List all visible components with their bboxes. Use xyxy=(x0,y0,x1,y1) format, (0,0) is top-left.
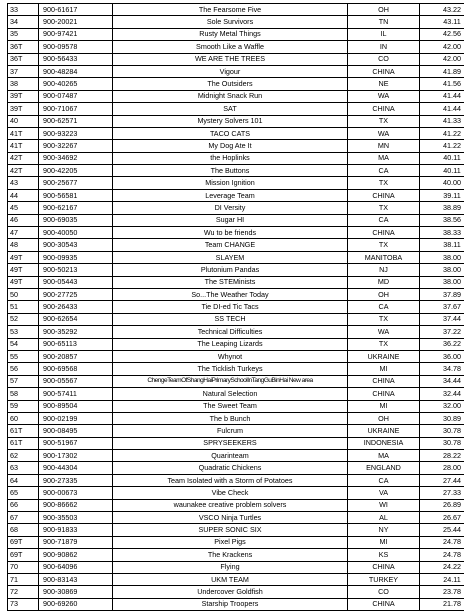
team-id-cell: 900-89504 xyxy=(39,400,113,412)
team-name-cell: So...The Weather Today xyxy=(113,288,348,300)
score-cell: 41.89 xyxy=(420,65,464,77)
table-row xyxy=(8,524,464,536)
team-name-cell: Midnight Snack Run xyxy=(113,90,348,102)
team-id-cell: 900-90862 xyxy=(39,549,113,561)
rank-cell: 64 xyxy=(8,474,39,486)
state-cell: MI xyxy=(348,536,420,548)
team-name-cell: Team CHANGE xyxy=(113,239,348,251)
rank-cell: 72 xyxy=(8,586,39,598)
table-row xyxy=(8,65,464,77)
state-cell: OH xyxy=(348,4,420,16)
score-cell: 43.11 xyxy=(420,16,464,28)
team-name-cell: The Outsiders xyxy=(113,78,348,90)
score-cell: 25.44 xyxy=(420,524,464,536)
table-row xyxy=(8,152,464,164)
score-cell: 38.33 xyxy=(420,227,464,239)
team-id-cell: 900-71067 xyxy=(39,103,113,115)
rank-cell: 58 xyxy=(8,388,39,400)
team-name-cell: TACO CATS xyxy=(113,127,348,139)
table-row xyxy=(8,115,464,127)
score-cell: 32.00 xyxy=(420,400,464,412)
state-cell: MA xyxy=(348,450,420,462)
rank-cell: 51 xyxy=(8,301,39,313)
rank-cell: 42T xyxy=(8,165,39,177)
table-row xyxy=(8,338,464,350)
state-cell: IL xyxy=(348,28,420,40)
table-row xyxy=(8,239,464,251)
team-id-cell: 900-17302 xyxy=(39,450,113,462)
team-name-cell: Tie DI-ed Tic Tacs xyxy=(113,301,348,313)
table-row xyxy=(8,301,464,313)
score-cell: 27.33 xyxy=(420,487,464,499)
state-cell: CHINA xyxy=(348,227,420,239)
state-cell: WI xyxy=(348,499,420,511)
table-row xyxy=(8,288,464,300)
state-cell: MD xyxy=(348,276,420,288)
team-name-cell: Technical Difficulties xyxy=(113,326,348,338)
rank-cell: 70 xyxy=(8,561,39,573)
team-id-cell: 900-32267 xyxy=(39,140,113,152)
team-name-cell: Natural Selection xyxy=(113,388,348,400)
table-row xyxy=(8,375,464,387)
team-name-cell: WE ARE THE TREES xyxy=(113,53,348,65)
state-cell: TX xyxy=(348,202,420,214)
state-cell: CA xyxy=(348,165,420,177)
score-cell: 30.78 xyxy=(420,425,464,437)
score-cell: 34.44 xyxy=(420,375,464,387)
table-row xyxy=(8,202,464,214)
table-row xyxy=(8,499,464,511)
team-id-cell: 900-27335 xyxy=(39,474,113,486)
rank-cell: 42T xyxy=(8,152,39,164)
table-row xyxy=(8,437,464,449)
rank-cell: 54 xyxy=(8,338,39,350)
team-id-cell: 900-00673 xyxy=(39,487,113,499)
state-cell: CA xyxy=(348,214,420,226)
table-row xyxy=(8,78,464,90)
rank-cell: 55 xyxy=(8,350,39,362)
rank-cell: 36T xyxy=(8,41,39,53)
state-cell: CA xyxy=(348,474,420,486)
team-name-cell: Quarinteam xyxy=(113,450,348,462)
table-row xyxy=(8,276,464,288)
state-cell: MANITOBA xyxy=(348,251,420,263)
team-id-cell: 900-35292 xyxy=(39,326,113,338)
rank-cell: 57 xyxy=(8,375,39,387)
team-name-cell: SLAYEM xyxy=(113,251,348,263)
rank-cell: 49T xyxy=(8,264,39,276)
rank-cell: 49T xyxy=(8,276,39,288)
score-cell: 36.00 xyxy=(420,350,464,362)
state-cell: IN xyxy=(348,41,420,53)
table-row xyxy=(8,41,464,53)
score-cell: 42.00 xyxy=(420,53,464,65)
score-cell: 34.78 xyxy=(420,363,464,375)
team-name-cell: Flying xyxy=(113,561,348,573)
rank-cell: 33 xyxy=(8,4,39,16)
rank-cell: 40 xyxy=(8,115,39,127)
score-cell: 40.00 xyxy=(420,177,464,189)
score-cell: 37.89 xyxy=(420,288,464,300)
rank-cell: 35 xyxy=(8,28,39,40)
team-id-cell: 900-64096 xyxy=(39,561,113,573)
table-row xyxy=(8,536,464,548)
team-id-cell: 900-02199 xyxy=(39,412,113,424)
team-name-cell: Rusty Metal Things xyxy=(113,28,348,40)
rank-cell: 46 xyxy=(8,214,39,226)
team-id-cell: 900-40050 xyxy=(39,227,113,239)
score-cell: 21.78 xyxy=(420,598,464,610)
rank-cell: 44 xyxy=(8,189,39,201)
score-cell: 38.89 xyxy=(420,202,464,214)
team-name-cell: Fulcrum xyxy=(113,425,348,437)
team-id-cell: 900-56581 xyxy=(39,189,113,201)
state-cell: CO xyxy=(348,586,420,598)
rank-cell: 59 xyxy=(8,400,39,412)
team-id-cell: 900-51967 xyxy=(39,437,113,449)
score-cell: 28.00 xyxy=(420,462,464,474)
score-cell: 36.22 xyxy=(420,338,464,350)
state-cell: CO xyxy=(348,53,420,65)
rank-cell: 67 xyxy=(8,512,39,524)
team-name-cell: SS TECH xyxy=(113,313,348,325)
team-name-cell: Vibe Check xyxy=(113,487,348,499)
team-name-cell: Vigour xyxy=(113,65,348,77)
team-id-cell: 900-69035 xyxy=(39,214,113,226)
score-cell: 24.22 xyxy=(420,561,464,573)
rank-cell: 47 xyxy=(8,227,39,239)
table-row xyxy=(8,573,464,585)
score-cell: 41.22 xyxy=(420,140,464,152)
score-cell: 39.11 xyxy=(420,189,464,201)
team-id-cell: 900-97421 xyxy=(39,28,113,40)
score-cell: 30.89 xyxy=(420,412,464,424)
team-id-cell: 900-57411 xyxy=(39,388,113,400)
rank-cell: 63 xyxy=(8,462,39,474)
rank-cell: 45 xyxy=(8,202,39,214)
team-name-cell: the Hoplinks xyxy=(113,152,348,164)
rank-cell: 53 xyxy=(8,326,39,338)
team-id-cell: 900-71879 xyxy=(39,536,113,548)
score-cell: 26.67 xyxy=(420,512,464,524)
score-cell: 28.22 xyxy=(420,450,464,462)
state-cell: MN xyxy=(348,140,420,152)
table-row xyxy=(8,189,464,201)
score-cell: 43.22 xyxy=(420,4,464,16)
score-cell: 37.22 xyxy=(420,326,464,338)
table-row xyxy=(8,326,464,338)
team-name-cell: Whynot xyxy=(113,350,348,362)
score-cell: 38.00 xyxy=(420,276,464,288)
table-row xyxy=(8,103,464,115)
state-cell: UKRAINE xyxy=(348,425,420,437)
team-id-cell: 900-48284 xyxy=(39,65,113,77)
table-row xyxy=(8,140,464,152)
rank-cell: 36T xyxy=(8,53,39,65)
team-id-cell: 900-40265 xyxy=(39,78,113,90)
team-name-cell: Pixel Pigs xyxy=(113,536,348,548)
score-cell: 38.11 xyxy=(420,239,464,251)
score-cell: 42.56 xyxy=(420,28,464,40)
team-id-cell: 900-08495 xyxy=(39,425,113,437)
table-row xyxy=(8,400,464,412)
team-id-cell: 900-30543 xyxy=(39,239,113,251)
team-id-cell: 900-91833 xyxy=(39,524,113,536)
table-row xyxy=(8,474,464,486)
state-cell: CHINA xyxy=(348,375,420,387)
team-name-cell: Sole Survivors xyxy=(113,16,348,28)
table-row xyxy=(8,28,464,40)
team-name-cell: The Leaping Lizards xyxy=(113,338,348,350)
table-row xyxy=(8,214,464,226)
table-row xyxy=(8,388,464,400)
team-name-cell: My Dog Ate It xyxy=(113,140,348,152)
rank-cell: 62 xyxy=(8,450,39,462)
team-name-cell: UKM TEAM xyxy=(113,573,348,585)
team-id-cell: 900-62571 xyxy=(39,115,113,127)
state-cell: MI xyxy=(348,363,420,375)
team-name-cell: Leverage Team xyxy=(113,189,348,201)
rank-cell: 69T xyxy=(8,536,39,548)
rank-cell: 61T xyxy=(8,437,39,449)
team-id-cell: 900-62654 xyxy=(39,313,113,325)
rank-cell: 49T xyxy=(8,251,39,263)
team-name-cell: DI Versity xyxy=(113,202,348,214)
table-row xyxy=(8,16,464,28)
team-name-cell: Undercover Goldfish xyxy=(113,586,348,598)
state-cell: KS xyxy=(348,549,420,561)
table-row xyxy=(8,350,464,362)
team-id-cell: 900-83143 xyxy=(39,573,113,585)
table-row xyxy=(8,561,464,573)
state-cell: NE xyxy=(348,78,420,90)
score-cell: 41.56 xyxy=(420,78,464,90)
rank-cell: 52 xyxy=(8,313,39,325)
team-id-cell: 900-42205 xyxy=(39,165,113,177)
state-cell: CA xyxy=(348,301,420,313)
table-row xyxy=(8,4,464,16)
state-cell: TX xyxy=(348,313,420,325)
state-cell: AL xyxy=(348,512,420,524)
team-id-cell: 900-05567 xyxy=(39,375,113,387)
rank-cell: 41T xyxy=(8,127,39,139)
results-table-body xyxy=(8,4,464,611)
team-id-cell: 900-20857 xyxy=(39,350,113,362)
table-row xyxy=(8,165,464,177)
state-cell: CHINA xyxy=(348,388,420,400)
state-cell: WA xyxy=(348,127,420,139)
rank-cell: 71 xyxy=(8,573,39,585)
rank-cell: 39T xyxy=(8,103,39,115)
state-cell: CHINA xyxy=(348,65,420,77)
rank-cell: 56 xyxy=(8,363,39,375)
team-name-cell: Team Isolated with a Storm of Potatoes xyxy=(113,474,348,486)
table-row xyxy=(8,53,464,65)
team-id-cell: 900-20021 xyxy=(39,16,113,28)
table-row xyxy=(8,425,464,437)
team-id-cell: 900-93223 xyxy=(39,127,113,139)
state-cell: OH xyxy=(348,288,420,300)
table-row xyxy=(8,363,464,375)
rank-cell: 68 xyxy=(8,524,39,536)
team-name-cell: ChengeTeamOfShangHaiPrimarySchoolInTangGuBinHai New area xyxy=(113,375,348,387)
score-cell: 26.89 xyxy=(420,499,464,511)
score-cell: 27.44 xyxy=(420,474,464,486)
team-name-cell: waunakee creative problem solvers xyxy=(113,499,348,511)
team-id-cell: 900-27725 xyxy=(39,288,113,300)
team-id-cell: 900-69260 xyxy=(39,598,113,610)
table-row xyxy=(8,462,464,474)
score-cell: 42.00 xyxy=(420,41,464,53)
team-id-cell: 900-07487 xyxy=(39,90,113,102)
team-name-cell: Mystery Solvers 101 xyxy=(113,115,348,127)
team-name-cell: SUPER SONIC SIX xyxy=(113,524,348,536)
state-cell: MA xyxy=(348,152,420,164)
state-cell: WA xyxy=(348,326,420,338)
team-name-cell: SPRYSEEKERS xyxy=(113,437,348,449)
score-cell: 23.78 xyxy=(420,586,464,598)
team-id-cell: 900-35503 xyxy=(39,512,113,524)
team-name-cell: Starship Troopers xyxy=(113,598,348,610)
score-cell: 38.56 xyxy=(420,214,464,226)
state-cell: CHINA xyxy=(348,189,420,201)
team-name-cell: SAT xyxy=(113,103,348,115)
state-cell: NY xyxy=(348,524,420,536)
rank-cell: 50 xyxy=(8,288,39,300)
table-row xyxy=(8,127,464,139)
score-cell: 41.44 xyxy=(420,103,464,115)
team-name-cell: VSCO Ninja Turtles xyxy=(113,512,348,524)
score-cell: 24.78 xyxy=(420,549,464,561)
rank-cell: 34 xyxy=(8,16,39,28)
table-row xyxy=(8,450,464,462)
team-id-cell: 900-05443 xyxy=(39,276,113,288)
team-id-cell: 900-69568 xyxy=(39,363,113,375)
table-row xyxy=(8,227,464,239)
team-id-cell: 900-61617 xyxy=(39,4,113,16)
team-id-cell: 900-26433 xyxy=(39,301,113,313)
score-cell: 24.11 xyxy=(420,573,464,585)
team-name-cell: The Fearsome Five xyxy=(113,4,348,16)
team-id-cell: 900-50213 xyxy=(39,264,113,276)
rank-cell: 38 xyxy=(8,78,39,90)
state-cell: CHINA xyxy=(348,561,420,573)
team-id-cell: 900-65113 xyxy=(39,338,113,350)
state-cell: TX xyxy=(348,338,420,350)
state-cell: TN xyxy=(348,16,420,28)
table-row xyxy=(8,177,464,189)
state-cell: WA xyxy=(348,90,420,102)
team-name-cell: The STEMinists xyxy=(113,276,348,288)
table-row xyxy=(8,251,464,263)
score-cell: 38.00 xyxy=(420,264,464,276)
table-row xyxy=(8,264,464,276)
table-row xyxy=(8,90,464,102)
state-cell: ENGLAND xyxy=(348,462,420,474)
rank-cell: 39T xyxy=(8,90,39,102)
score-cell: 41.33 xyxy=(420,115,464,127)
team-name-cell: The Krackens xyxy=(113,549,348,561)
team-id-cell: 900-25677 xyxy=(39,177,113,189)
rank-cell: 41T xyxy=(8,140,39,152)
table-row xyxy=(8,512,464,524)
state-cell: TX xyxy=(348,239,420,251)
team-name-cell: Plutonium Pandas xyxy=(113,264,348,276)
team-name-cell: Quadratic Chickens xyxy=(113,462,348,474)
score-cell: 40.11 xyxy=(420,152,464,164)
table-row xyxy=(8,487,464,499)
rank-cell: 69T xyxy=(8,549,39,561)
rank-cell: 48 xyxy=(8,239,39,251)
team-name-cell: Wu to be friends xyxy=(113,227,348,239)
state-cell: OH xyxy=(348,412,420,424)
state-cell: CHINA xyxy=(348,103,420,115)
state-cell: NJ xyxy=(348,264,420,276)
score-cell: 40.11 xyxy=(420,165,464,177)
state-cell: CHINA xyxy=(348,598,420,610)
rank-cell: 73 xyxy=(8,598,39,610)
team-name-cell: Smooth Like a Waffle xyxy=(113,41,348,53)
score-cell: 37.44 xyxy=(420,313,464,325)
state-cell: MI xyxy=(348,400,420,412)
state-cell: TURKEY xyxy=(348,573,420,585)
score-cell: 24.78 xyxy=(420,536,464,548)
state-cell: INDONESIA xyxy=(348,437,420,449)
team-name-cell: The Ticklish Turkeys xyxy=(113,363,348,375)
rank-cell: 65 xyxy=(8,487,39,499)
team-name-cell: The Buttons xyxy=(113,165,348,177)
team-name-cell: The b Bunch xyxy=(113,412,348,424)
score-cell: 32.44 xyxy=(420,388,464,400)
score-cell: 30.78 xyxy=(420,437,464,449)
team-id-cell: 900-09578 xyxy=(39,41,113,53)
score-cell: 37.67 xyxy=(420,301,464,313)
table-row xyxy=(8,313,464,325)
rank-cell: 37 xyxy=(8,65,39,77)
team-id-cell: 900-09935 xyxy=(39,251,113,263)
team-id-cell: 900-30869 xyxy=(39,586,113,598)
state-cell: TX xyxy=(348,177,420,189)
table-row xyxy=(8,549,464,561)
score-cell: 38.00 xyxy=(420,251,464,263)
state-cell: TX xyxy=(348,115,420,127)
team-name-cell: Mission Ignition xyxy=(113,177,348,189)
team-id-cell: 900-34692 xyxy=(39,152,113,164)
score-cell: 41.44 xyxy=(420,90,464,102)
table-row xyxy=(8,586,464,598)
team-id-cell: 900-62167 xyxy=(39,202,113,214)
team-id-cell: 900-86662 xyxy=(39,499,113,511)
results-table xyxy=(7,3,464,611)
rank-cell: 43 xyxy=(8,177,39,189)
team-name-cell: Sugar HI xyxy=(113,214,348,226)
team-id-cell: 900-44304 xyxy=(39,462,113,474)
state-cell: UKRAINE xyxy=(348,350,420,362)
table-row xyxy=(8,412,464,424)
rank-cell: 66 xyxy=(8,499,39,511)
state-cell: VA xyxy=(348,487,420,499)
rank-cell: 60 xyxy=(8,412,39,424)
rank-cell: 61T xyxy=(8,425,39,437)
team-name-cell: The Sweet Team xyxy=(113,400,348,412)
team-id-cell: 900-56433 xyxy=(39,53,113,65)
table-row xyxy=(8,598,464,610)
score-cell: 41.22 xyxy=(420,127,464,139)
